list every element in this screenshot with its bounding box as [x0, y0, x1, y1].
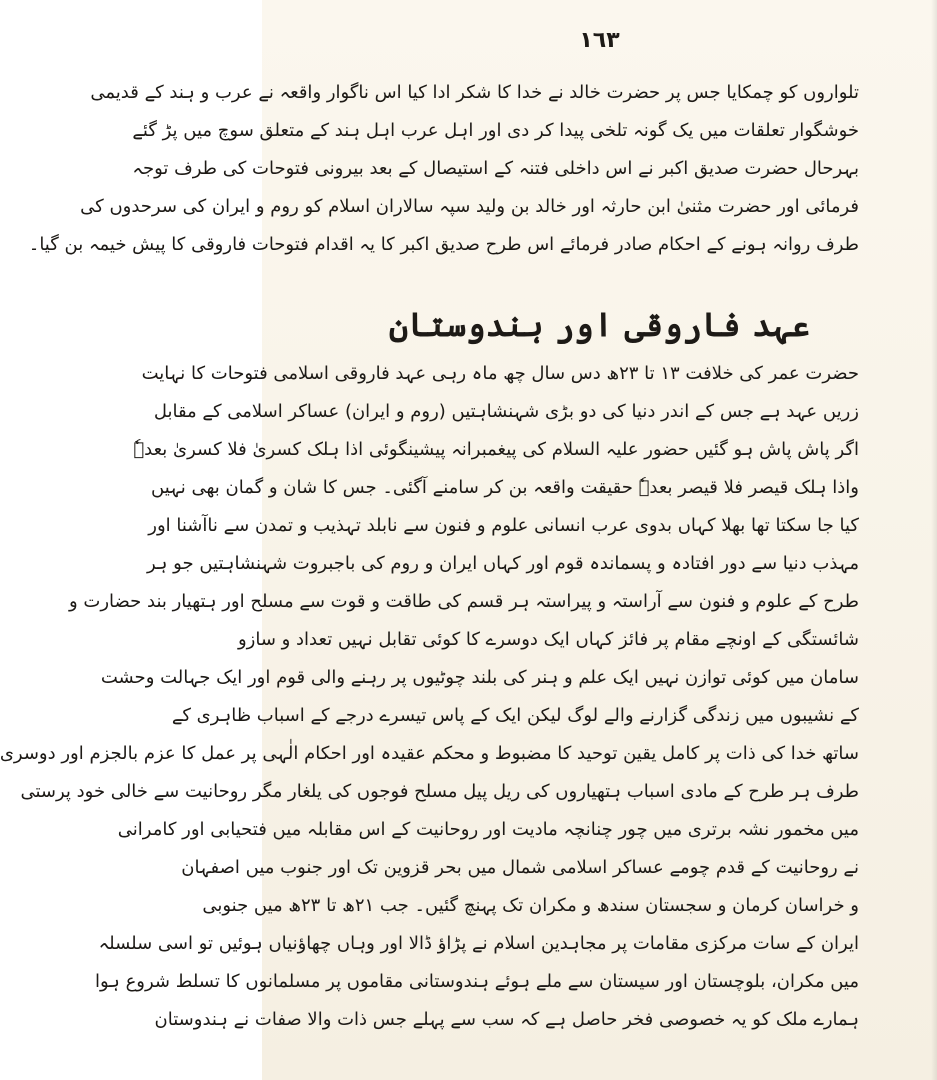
text-line: زریں عہد ہے جس کے اندر دنیا کی دو بڑی شہنشاہتیں (روم و ایران) عساکر اسلامی کے مقابل — [153, 401, 859, 422]
text-line: ایران کے سات مرکزی مقامات پر مجاہدین اسلام نے پڑاؤ ڈالا اور وہاں چھاؤنیاں ہوئیں تو اسی سلسلہ — [98, 933, 859, 954]
text-line: طرف ہر طرح کے مادی اسباب ہتھیاروں کی ریل پیل مسلح فوجوں کی یلغار مگر روحانیت سے خالی خود پرستی — [20, 781, 859, 802]
text-line: خوشگوار تعلقات میں یک گونہ تلخی پیدا کر دی اور اہل عرب اہل ہند کے متعلق سوچ میں پڑ گئے — [132, 120, 859, 141]
text-line: کیا جا سکتا تھا بھلا کہاں بدوی عرب انسانی علوم و فنون سے نابلد تہذیب و تمدن سے ناآشنا اور — [148, 515, 859, 536]
paragraph-main — [0, 355, 859, 1039]
text-line: نے روحانیت کے قدم چومے عساکر اسلامی شمال میں بحر قزوین تک اور جنوب میں اصفہان — [181, 857, 859, 878]
paragraph-opening — [28, 74, 859, 264]
page-number: ١٦٣ — [579, 28, 620, 53]
text-line: کے نشیبوں میں زندگی گزارنے والے لوگ لیکن ایک کے پاس تیسرے درجے کے اسباب ظاہری کے — [171, 705, 859, 726]
text-line: تلواروں کو چمکایا جس پر حضرت خالد نے خدا کا شکر ادا کیا اس ناگوار واقعہ نے عرب و ہند کے قدیمی — [90, 82, 859, 103]
text-line: و خراسان کرمان و سجستان سندھ و مکران تک پہنچ گئیں۔ جب ۲۱ھ تا ۲۳ھ میں جنوبی — [202, 895, 859, 916]
text-line: حضرت عمر کی خلافت ۱۳ تا ۲۳ھ دس سال چھ ماہ رہی عہد فاروقی اسلامی فتوحات کا نہایت — [141, 363, 859, 384]
page-edge-shadow — [931, 0, 937, 1080]
text-line: واذا ہلک قیصر فلا قیصر بعدہٗ حقیقت واقعہ بن کر سامنے آگئی۔ جس کا شان و گمان بھی نہیں — [151, 477, 859, 498]
text-line: ساتھ خدا کی ذات پر کامل یقین توحید کا مضبوط و محکم عقیدہ اور احکام الٰہی پر عمل کا عزم بالجزم اور دوسری — [0, 743, 859, 764]
text-line: شائستگی کے اونچے مقام پر فائز کہاں ایک دوسرے کا کوئی تقابل نہیں تعداد و سازو — [237, 629, 859, 650]
text-line: فرمائی اور حضرت مثنیٰ ابن حارثہ اور خالد بن ولید سپہ سالاران اسلام کو روم و ایران کی سرحدوں کی — [80, 196, 859, 217]
text-line: میں مکران، بلوچستان اور سیستان سے ملے ہوئے ہندوستانی مقاموں پر مسلمانوں کا تسلط شروع ہوا — [95, 971, 859, 992]
text-line: بہرحال حضرت صدیق اکبر نے اس داخلی فتنہ کے استیصال کے بعد بیرونی فتوحات کی طرف توجہ — [132, 158, 859, 179]
text-line: ہمارے ملک کو یہ خصوصی فخر حاصل ہے کہ سب سے پہلے جس ذات والا صفات نے ہندوستان — [154, 1009, 859, 1030]
text-line: طرف روانہ ہونے کے احکام صادر فرمائے اس طرح صدیق اکبر کا یہ اقدام فتوحات فاروقی کا پیش خیمہ بن گیا۔ — [28, 234, 859, 255]
text-line: اگر پاش پاش ہو گئیں حضور علیہ السلام کی پیغمبرانہ پیشینگوئی اذا ہلک کسریٰ فلا کسریٰ بعدہٗ — [133, 439, 859, 460]
text-line: طرح کے علوم و فنون سے آراستہ و پیراستہ ہر قسم کی طاقت و قوت سے مسلح اور ہتھیار بند حضارت و — [69, 591, 859, 612]
text-line: میں مخمور نشہ برتری میں چور چنانچہ مادیت اور روحانیت کے اس مقابلہ میں فتحیابی اور کامرانی — [117, 819, 859, 840]
text-line: مہذب دنیا سے دور افتادہ و پسماندہ قوم اور کہاں ایران و روم کی باجبروت شہنشاہتیں جو ہر — [146, 553, 859, 574]
text-line: سامان میں کوئی توازن نہیں ایک علم و ہنر کی بلند چوٹیوں پر رہنے والی قوم اور ایک جہالت وحشت — [100, 667, 859, 688]
section-heading: عہد فاروقی اور ہندوستان — [388, 305, 811, 344]
